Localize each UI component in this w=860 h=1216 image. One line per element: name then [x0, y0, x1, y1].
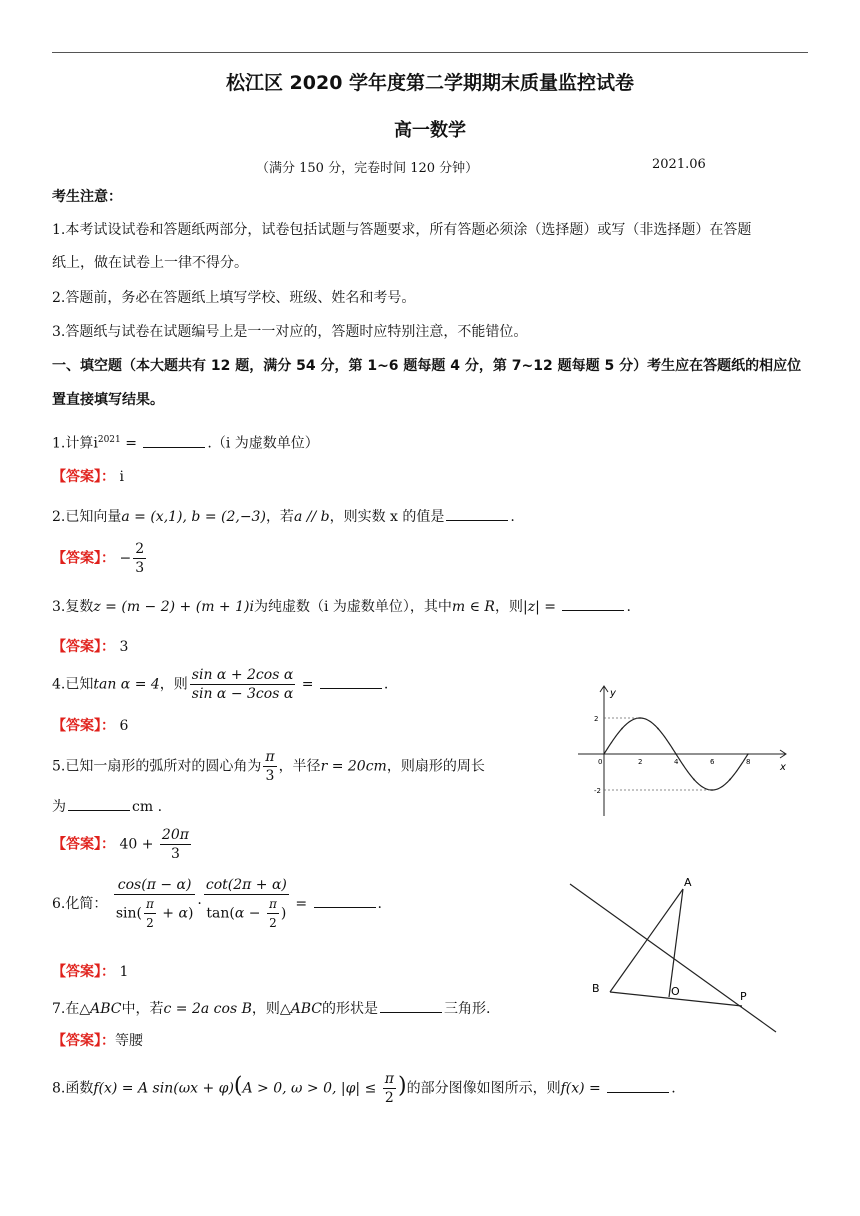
answer-blank	[446, 506, 508, 521]
line-through-p	[570, 884, 776, 1032]
y-tick-label: 2	[594, 715, 599, 723]
origin-label: 0	[598, 758, 603, 766]
x-tick-label: 2	[638, 758, 643, 766]
label-a: A	[684, 876, 692, 889]
label-p: P	[740, 990, 747, 1003]
sine-point	[747, 753, 749, 755]
y-axis-label: y	[610, 688, 616, 699]
question-4: 4.已知tan α = 4，则 $\frac{\text{sin α + 2cos α}}{\text{sin α − 3cos α}}$ = .	[52, 667, 389, 702]
notice-item: 3.答题纸与试卷在试题编号上是一一对应的，答题时应特别注意，不能错位。	[52, 324, 528, 340]
notice-item: 2.答题前，务必在答题纸上填写学校、班级、姓名和考号。	[52, 290, 416, 306]
answer-blank	[607, 1078, 669, 1093]
answer-1: 【答案】： i	[52, 469, 124, 485]
question-7: 7.在△ABC中，若c = 2a cos B，则△ABC的形状是 三角形.	[52, 998, 490, 1019]
exam-title: 松江区 2020 学年度第二学期期末质量监控试卷	[225, 72, 635, 94]
sine-point	[675, 753, 677, 755]
answer-blank	[68, 796, 130, 811]
sine-graph	[570, 682, 800, 820]
notice-heading: 考生注意：	[52, 189, 122, 205]
section-heading-cont: 置直接填写结果。	[52, 392, 164, 408]
answer-6: 【答案】： 1	[52, 964, 129, 980]
question-8: 8.函数f(x) = A sin(ωx + φ)(A > 0, ω > 0, |φ| ≤ $\frac{\pi}{2}$ )的部分图像如图所示，则f(x) = .	[52, 1071, 676, 1106]
question-5-cont: 为 cm .	[52, 796, 162, 817]
notice-item: 1.本考试设试卷和答题纸两部分，试卷包括试题与答题要求，所有答题必须涂（选择题）或写（非选择题）在答题	[52, 222, 752, 238]
answer-5: 【答案】： 40 + $\frac{20\pi}{3}$	[52, 827, 189, 862]
question-3: 3.复数z = (m − 2) + (m + 1)i为纯虚数（i 为虚数单位），其中m ∈ R，则|z| = .	[52, 596, 631, 617]
answer-4: 【答案】： 6	[52, 718, 129, 734]
notice-item: 纸上，做在试卷上一律不得分。	[52, 255, 248, 271]
answer-blank	[143, 433, 205, 448]
sine-point	[693, 779, 695, 781]
geometry-figure	[560, 870, 790, 1040]
answer-3: 【答案】： 3	[52, 639, 129, 655]
exam-date: 2021.06	[652, 157, 706, 172]
label-b: B	[592, 982, 600, 995]
sine-point	[621, 728, 623, 730]
question-6: 6.化简： cos(π − α) sin( $\frac{\pi}{2}$ + α) · cot(2π + α) tan(α − $\frac{\pi}{2}$ ) = .	[52, 877, 382, 930]
answer-blank	[320, 674, 382, 689]
section-heading: 一、填空题（本大题共有 12 题，满分 54 分，第 1~6 题每题 4 分，第 7~12 题每题 5 分）考生应在答题纸的相应位	[52, 358, 802, 374]
exam-subject: 高一数学	[394, 120, 466, 141]
header-rule	[52, 52, 808, 53]
sine-point	[603, 753, 605, 755]
sine-point	[729, 779, 731, 781]
question-5: 5.已知一扇形的弧所对的圆心角为 $\frac{\pi}{3}$ ，半径r = 20cm，则扇形的周长	[52, 749, 485, 784]
answer-7: 【答案】：等腰	[52, 1033, 143, 1049]
question-2: 2.已知向量a = (x,1), b = (2,−3)，若a // b，则实数 x 的值是 .	[52, 506, 515, 527]
sine-point	[657, 728, 659, 730]
answer-blank	[562, 596, 624, 611]
x-tick-label: 6	[710, 758, 715, 766]
label-o: O	[671, 985, 680, 998]
y-tick-label: -2	[594, 787, 601, 795]
exam-meta: （满分 150 分，完卷时间 120 分钟）	[256, 161, 479, 176]
hidden-helper	[683, 889, 742, 1006]
x-tick-label: 8	[746, 758, 751, 766]
x-axis-label: x	[780, 762, 786, 773]
question-1: 1.计算$i^{2021} = .(i$ 为虚数单位）	[52, 430, 319, 454]
answer-blank	[314, 893, 376, 908]
answer-2: 【答案】： − $\frac{2}{3}$	[52, 541, 145, 576]
x-tick-label: 4	[674, 758, 679, 766]
answer-blank	[380, 998, 442, 1013]
